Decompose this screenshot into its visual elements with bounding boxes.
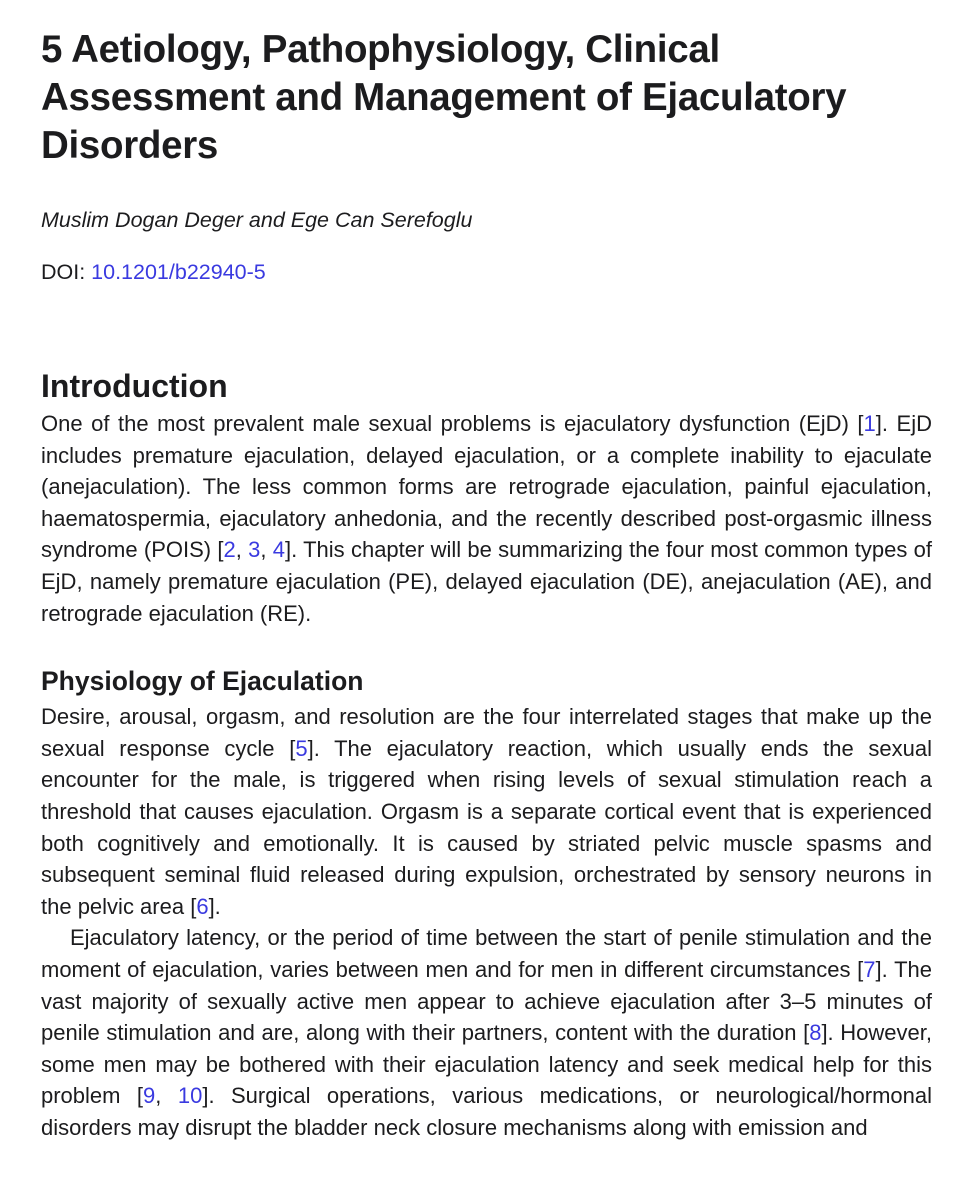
citation-separator: , [155, 1083, 178, 1109]
paragraph-text: One of the most prevalent male sexual problems is ejaculatory dysfunction (EjD) [ [41, 411, 864, 436]
paragraph-text: ]. EjD includes premature ejaculation, delayed ejaculation, or a complete inability to ejaculate (anejaculation). The less common forms are retrograde ejaculation, painful ejaculation, haematospermia, ejaculatory anhedonia, and the recently described post-orgasmic illness syndrome (POIS) [ [41, 411, 932, 563]
citation-link[interactable]: 8 [809, 1020, 822, 1046]
doi-link[interactable]: 10.1201/b22940-5 [91, 260, 266, 284]
paragraph-text: Ejaculatory latency, or the period of time between the start of penile stimulation and the moment of ejaculation, varies between men and for men in different circumstances [ [41, 925, 932, 982]
citation-link[interactable]: 5 [295, 735, 308, 761]
chapter-title: 5 Aetiology, Pathophysiology, Clinical Assessment and Management of Ejaculatory Disorders [41, 28, 847, 167]
paragraph-text: ]. However, some men may be bothered with their ejaculation latency and seek medical help for this problem [ [41, 1020, 933, 1109]
document-page [41, 0, 932, 1143]
citation-link[interactable]: 6 [196, 893, 209, 919]
citation-separator: , [260, 537, 273, 563]
doi-line [41, 259, 932, 285]
citation-link[interactable]: 4 [272, 537, 286, 563]
paragraph-text: ]. This chapter will be summarizing the four most common types of EjD, namely premature ejaculation (PE), delayed ejaculation (DE), anejaculation (AE), and retrograde ejaculation (RE). [41, 537, 932, 626]
citation-link[interactable]: 3 [248, 537, 261, 563]
physiology-paragraph-1 [41, 701, 932, 922]
citation-link[interactable]: 1 [863, 411, 876, 436]
citation-link[interactable]: 2 [223, 537, 236, 563]
physiology-heading: Physiology of Ejaculation [41, 666, 364, 697]
paragraph-text: ]. Surgical operations, various medications, or neurological/hormonal disorders may disrupt the bladder neck closure mechanisms along with emission and [41, 1083, 932, 1140]
citation-separator: , [235, 537, 249, 563]
chapter-authors: Muslim Dogan Deger and Ege Can Serefoglu [41, 208, 473, 232]
introduction-paragraph [41, 408, 932, 629]
physiology-paragraph-2 [41, 922, 932, 1143]
paragraph-text: ]. The vast majority of sexually active men appear to achieve ejaculation after 3–5 minutes of penile stimulation and are, along with their partners, content with the duration [ [41, 956, 932, 1046]
paragraph-text: Desire, arousal, orgasm, and resolution are the four interrelated stages that make up the sexual response cycle [ [41, 704, 932, 761]
citation-link[interactable]: 10 [177, 1083, 203, 1109]
citation-link[interactable]: 7 [863, 956, 876, 982]
introduction-heading: Introduction [41, 368, 228, 404]
paragraph-text: ]. The ejaculatory reaction, which usually ends the sexual encounter for the male, is triggered when rising levels of sexual stimulation reach a threshold that causes ejaculation. Orgasm is a separate cortical event that is experienced both cognitively and emotionally. It is caused by striated pelvic muscle spasms and subsequent seminal fluid released during expulsion, orchestrated by sensory neurons in the pelvic area [ [41, 735, 933, 919]
citation-link[interactable]: 9 [143, 1083, 156, 1109]
doi-label: DOI: [41, 260, 92, 284]
paragraph-text: ]. [208, 893, 221, 919]
